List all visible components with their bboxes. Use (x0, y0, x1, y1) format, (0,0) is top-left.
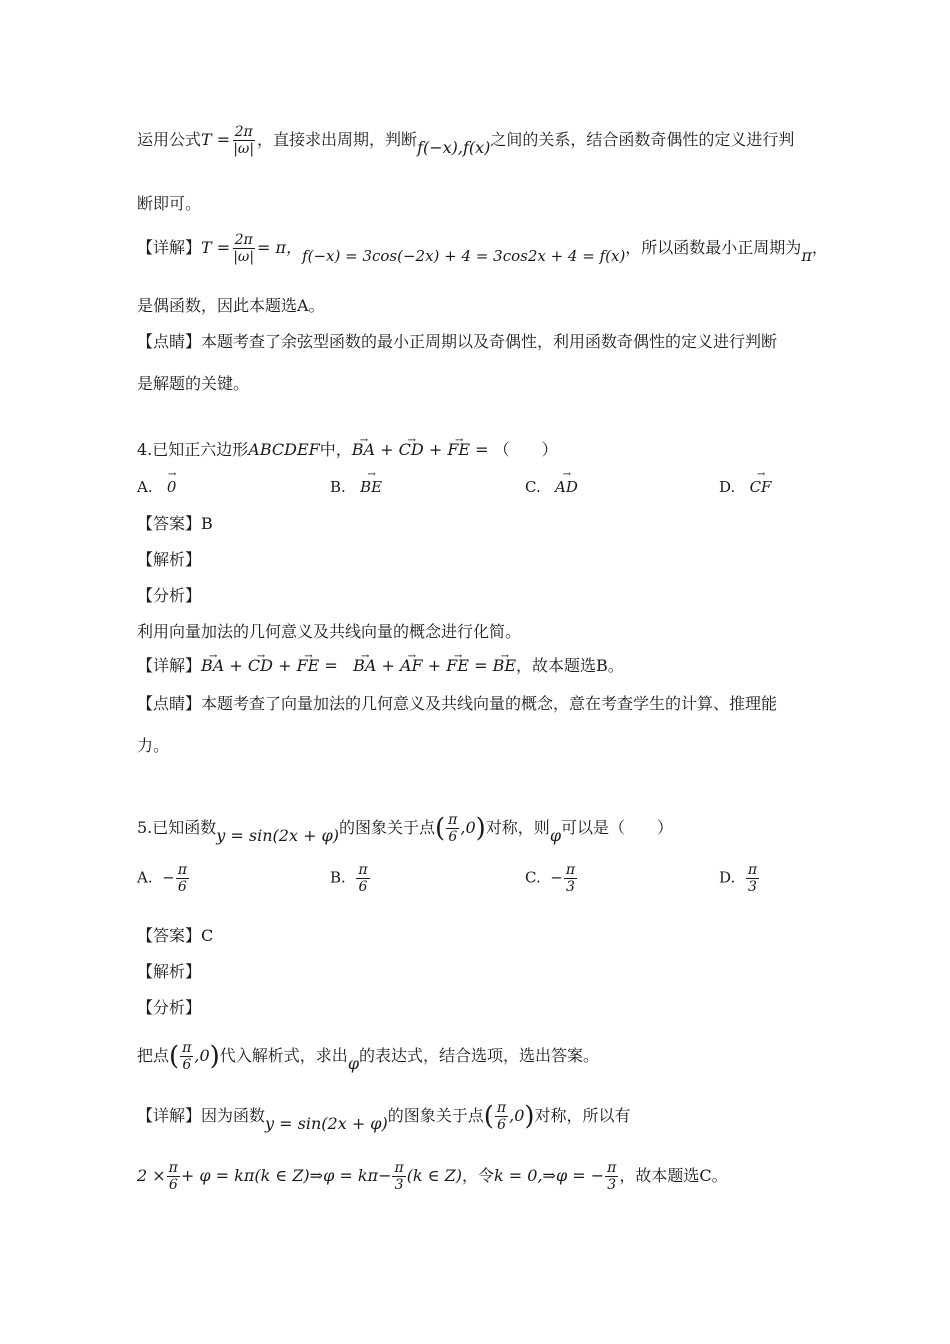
q5-option-a (137, 862, 190, 895)
q5-answer: 【答案】C (137, 926, 214, 945)
q5-jiexi: 【解析】 (137, 962, 202, 981)
text: 本题考查了向量加法的几何意义及共线向量的概念，意在考查学生的计算、推理能 (201, 694, 778, 713)
vector: → CD (248, 656, 273, 676)
q4-note (137, 694, 777, 714)
text: 把点 (137, 1046, 170, 1065)
text: ，故本题选B。 (516, 656, 624, 675)
frac-den: 6 (358, 879, 368, 895)
frac-num: π (747, 862, 758, 878)
frac-den: |ω| (233, 141, 255, 157)
frac-num: π (182, 1040, 192, 1056)
option-label: B. (330, 868, 346, 887)
text: 代入解析式，求出 (219, 1046, 348, 1065)
fraction (231, 124, 256, 157)
fraction (746, 862, 759, 895)
text: ，故本题选C。 (619, 1166, 728, 1185)
q4-note-line2: 力。 (137, 736, 170, 755)
frac-den: 6 (497, 1117, 506, 1133)
option-label: D. (719, 868, 736, 887)
math: y = sin(2x + φ) (265, 1114, 388, 1133)
text: 之间的关系，结合函数奇偶性的定义进行判 (490, 130, 795, 149)
fraction (356, 862, 369, 895)
math: φ (549, 826, 562, 845)
text: 5.已知函数 (137, 818, 217, 837)
vector: → 0 (167, 478, 177, 496)
sign: − (162, 868, 175, 887)
math: f(−x),f(x) (417, 138, 491, 157)
q4-answer: 【答案】B (137, 514, 213, 533)
q4-option-b (330, 478, 382, 496)
vector: → BA (201, 656, 224, 676)
math: π (801, 246, 812, 265)
text: = （ ） (470, 440, 558, 459)
option-label: C. (525, 478, 541, 496)
math: (k ∈ Z) (406, 1166, 462, 1185)
frac-num: π (177, 862, 187, 878)
math: k = 0,⇒φ = − (494, 1166, 605, 1185)
p1-line1 (137, 124, 794, 157)
frac-den: 6 (182, 1057, 192, 1073)
frac-den: 6 (177, 879, 187, 895)
q5-fenxi: 【分析】 (137, 998, 202, 1017)
q4-stem (137, 440, 558, 460)
math: = π， (257, 238, 303, 257)
frac-den: |ω| (233, 249, 255, 265)
text: 中， (319, 440, 352, 459)
option-label: A. (137, 868, 153, 887)
text: ， (811, 238, 828, 257)
p2-line1 (137, 232, 828, 265)
fraction (180, 1040, 193, 1073)
q5-analysis: 把点( $\frac{\pi}{6}$ ,0)代入解析式，求出φ的表达式，结合选项，选出答案。 (137, 1040, 600, 1073)
q4-option-a (137, 478, 176, 496)
math: T = (201, 130, 231, 149)
fraction (495, 1100, 508, 1133)
q5-option-b (330, 862, 371, 895)
fraction (564, 862, 577, 895)
text: 的表达式，结合选项，选出答案。 (359, 1046, 600, 1065)
text: ，所以函数最小正周期为 (625, 238, 802, 257)
text: 本题考查了余弦型函数的最小正周期以及奇偶性，利用函数奇偶性的定义进行判断 (201, 332, 778, 351)
text: ，令 (462, 1166, 495, 1185)
option-label: C. (525, 868, 541, 887)
text: 的图象关于点 (339, 818, 436, 837)
text: 可以是（ ） (561, 818, 674, 837)
frac-num: π (448, 812, 458, 828)
math: ABCDEF (248, 440, 320, 459)
tag-detail: 【详解】 (137, 1106, 202, 1125)
q5-detail: 【详解】因为函数y = sin(2x + φ)的图象关于点( $\frac{\pi}{6}$ ,0)对称，所以有 (137, 1100, 631, 1133)
fraction (392, 1160, 405, 1193)
math: ,0 (509, 1106, 525, 1125)
frac-den: 3 (747, 879, 757, 895)
vector: → BA (353, 656, 376, 676)
q5-option-d (719, 862, 760, 895)
frac-den: 3 (394, 1177, 404, 1193)
q4-fenxi: 【分析】 (137, 586, 202, 605)
frac-num: π (607, 1160, 617, 1176)
vector: → BA (352, 440, 375, 460)
option-label: B. (330, 478, 346, 496)
tag-detail: 【详解】 (137, 238, 202, 257)
q4-option-c (525, 478, 578, 496)
frac-den: 3 (607, 1177, 617, 1193)
tag-note: 【点睛】 (137, 332, 202, 351)
frac-num: π (496, 1100, 507, 1116)
vector: → CF (750, 478, 772, 496)
math: T = (201, 238, 231, 257)
p3-line1 (137, 332, 777, 352)
vector: → FE (297, 656, 320, 676)
vector: → AF (400, 656, 423, 676)
frac-den: 6 (168, 1177, 178, 1193)
vector: → CD (399, 440, 424, 460)
fraction (446, 812, 459, 845)
frac-num: π (168, 1160, 178, 1176)
math: ,0 (460, 818, 476, 837)
text: 对称，所以有 (534, 1106, 631, 1125)
math: + (423, 440, 448, 459)
tag-note: 【点睛】 (137, 694, 202, 713)
option-label: A. (137, 478, 153, 496)
frac-num: π (358, 862, 368, 878)
text: 因为函数 (201, 1106, 266, 1125)
text: ，直接求出周期，判断 (257, 130, 418, 149)
frac-num: 2π (234, 124, 253, 140)
vector: → AD (555, 478, 578, 496)
math: f(−x) = 3cos(−2x) + 4 = 3cos2x + 4 = f(x) (302, 247, 626, 265)
fraction (176, 862, 189, 895)
frac-den: 3 (565, 879, 575, 895)
math: + φ = kπ(k ∈ Z)⇒φ = kπ− (180, 1166, 392, 1185)
p3-line2: 是解题的关键。 (137, 374, 250, 393)
q4-jiexi: 【解析】 (137, 550, 202, 569)
p2-line2: 是偶函数，因此本题选A。 (137, 296, 325, 315)
vector: → FE (447, 440, 470, 460)
frac-num: π (394, 1160, 404, 1176)
vector: → BE (360, 478, 382, 496)
q5-option-c (525, 862, 578, 895)
p1-line2: 断即可。 (137, 194, 202, 213)
q4-option-d (719, 478, 771, 496)
fraction (605, 1160, 618, 1193)
math: + (375, 440, 399, 459)
q4-analysis: 利用向量加法的几何意义及共线向量的概念进行化简。 (137, 622, 522, 641)
math: φ (347, 1054, 360, 1073)
q4-detail: 【详解】→ BA + → CD + → FE = → BA + → AF + → FE = → BE，故本题选B。 (137, 656, 624, 676)
sign: − (550, 868, 563, 887)
vector: → BE (493, 656, 516, 676)
fraction (167, 1160, 180, 1193)
tag-detail: 【详解】 (137, 656, 202, 675)
option-label: D. (719, 478, 736, 496)
math: 2 × (137, 1166, 166, 1185)
frac-num: π (565, 862, 576, 878)
math: y = sin(2x + φ) (216, 826, 339, 845)
vector: → FE (446, 656, 469, 676)
q5-derivation (137, 1160, 728, 1193)
text: 对称，则 (485, 818, 550, 837)
text: 4.已知正六边形 (137, 440, 249, 459)
math: ,0 (194, 1046, 210, 1065)
fraction (231, 232, 256, 265)
q5-stem: 5.已知函数y = sin(2x + φ)的图象关于点( $\frac{\pi}{6}$ ,0)对称，则φ可以是（ ） (137, 812, 674, 845)
text: 的图象关于点 (387, 1106, 484, 1125)
frac-num: 2π (234, 232, 253, 248)
text: 运用公式 (137, 130, 202, 149)
frac-den: 6 (448, 829, 458, 845)
